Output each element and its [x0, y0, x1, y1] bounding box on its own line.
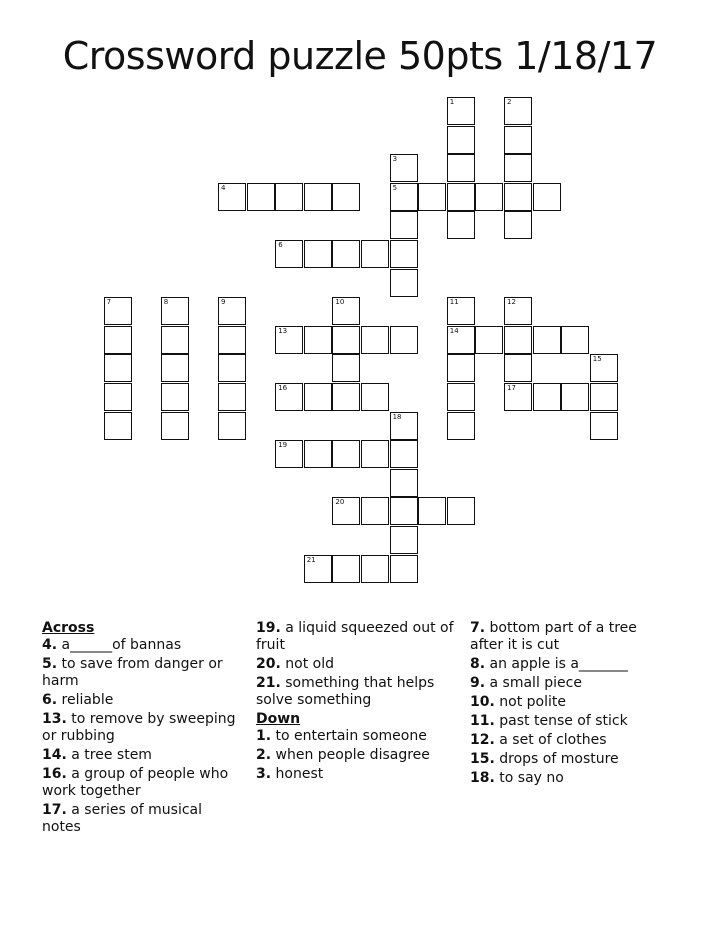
grid-cell[interactable] [218, 354, 246, 382]
grid-cell[interactable] [390, 440, 418, 468]
clue-down-12: 12. a set of clothes [470, 732, 607, 748]
grid-cell-4[interactable] [218, 183, 246, 211]
grid-cell[interactable] [504, 154, 532, 182]
grid-cell[interactable] [218, 412, 246, 440]
grid-cell[interactable] [361, 555, 389, 583]
cell-number: 6 [278, 241, 283, 249]
clue-down-15: 15. drops of mosture [470, 751, 619, 767]
cell-number: 2 [507, 98, 512, 106]
grid-cell[interactable] [361, 497, 389, 525]
grid-cell[interactable] [390, 469, 418, 497]
clue-column-1 [42, 620, 242, 838]
grid-cell-9[interactable] [218, 297, 246, 325]
grid-cell[interactable] [504, 354, 532, 382]
clue-down-7: 7. bottom part of a tree after it is cut [470, 620, 637, 653]
grid-cell-18[interactable] [390, 412, 418, 440]
grid-cell[interactable] [218, 383, 246, 411]
grid-cell[interactable] [533, 183, 561, 211]
grid-cell[interactable] [332, 440, 360, 468]
across-heading: Across [42, 620, 95, 636]
grid-cell[interactable] [332, 326, 360, 354]
clue-across-20: 20. not old [256, 656, 334, 672]
clue-down-9: 9. a small piece [470, 675, 582, 691]
grid-cell[interactable] [418, 497, 446, 525]
grid-cell[interactable] [332, 383, 360, 411]
clue-across-19: 19. a liquid squeezed out of fruit [256, 620, 454, 653]
grid-cell[interactable] [304, 440, 332, 468]
grid-cell-8[interactable] [161, 297, 189, 325]
grid-cell-13[interactable] [275, 326, 303, 354]
grid-cell[interactable] [361, 440, 389, 468]
grid-cell-20[interactable] [332, 497, 360, 525]
grid-cell-11[interactable] [447, 297, 475, 325]
grid-cell[interactable] [247, 183, 275, 211]
grid-cell[interactable] [590, 383, 618, 411]
clue-across-6: 6. reliable [42, 692, 114, 708]
grid-cell[interactable] [390, 526, 418, 554]
cell-number: 9 [221, 298, 226, 307]
grid-cell[interactable] [361, 326, 389, 354]
grid-cell[interactable] [332, 240, 360, 268]
clue-across-13: 13. to remove by sweeping or rubbing [42, 711, 236, 744]
grid-cell[interactable] [161, 383, 189, 411]
grid-cell[interactable] [161, 412, 189, 440]
grid-cell-3[interactable] [390, 154, 418, 182]
cell-number: 21 [306, 555, 316, 564]
grid-cell[interactable] [504, 326, 532, 354]
grid-cell-6[interactable] [275, 240, 303, 268]
cell-number: 10 [335, 298, 345, 307]
grid-cell[interactable] [218, 326, 246, 354]
cell-number: 8 [163, 298, 169, 307]
grid-cell[interactable] [161, 326, 189, 354]
grid-cell-10[interactable] [332, 297, 360, 325]
cell-number: 12 [507, 298, 516, 307]
clue-column-3 [470, 620, 670, 789]
clue-down-1: 1. to entertain someone [256, 728, 427, 744]
grid-cell-21[interactable] [304, 555, 332, 583]
grid-cell[interactable] [104, 354, 132, 382]
clue-down-8: 8. an apple is a_______ [470, 656, 628, 672]
cell-number: 4 [221, 183, 226, 192]
grid-cell-14[interactable] [447, 326, 475, 354]
grid-cell-5[interactable] [390, 183, 418, 211]
grid-cell[interactable] [361, 383, 389, 411]
grid-cell[interactable] [275, 183, 303, 211]
grid-cell-7[interactable] [104, 297, 132, 325]
grid-cell-2[interactable] [504, 97, 532, 125]
cell-number: 13 [278, 326, 288, 335]
clue-down-11: 11. past tense of stick [470, 713, 628, 729]
grid-cell[interactable] [304, 383, 332, 411]
grid-cell[interactable] [104, 412, 132, 440]
cell-number: 1 [449, 98, 455, 106]
grid-cell[interactable] [447, 497, 475, 525]
grid-cell[interactable] [447, 412, 475, 440]
grid-cell[interactable] [504, 211, 532, 239]
cell-number: 7 [106, 298, 112, 307]
page-title: Crossword puzzle 50pts 1/18/17 [62, 34, 658, 78]
grid-cell[interactable] [533, 326, 561, 354]
clue-down-3: 3. honest [256, 766, 324, 782]
grid-cell[interactable] [332, 555, 360, 583]
grid-cell-16[interactable] [275, 383, 303, 411]
clue-column-2 [256, 620, 461, 785]
cell-number: 5 [392, 183, 398, 192]
grid-cell[interactable] [504, 126, 532, 154]
clue-down-18: 18. to say no [470, 770, 564, 786]
grid-cell[interactable] [390, 240, 418, 268]
grid-cell[interactable] [533, 383, 561, 411]
grid-cell[interactable] [104, 383, 132, 411]
grid-cell[interactable] [304, 183, 332, 211]
cell-number: 16 [278, 384, 288, 392]
clue-across-4: 4. a______of bannas [42, 637, 182, 653]
grid-cell[interactable] [447, 154, 475, 182]
grid-cell[interactable] [332, 183, 360, 211]
grid-cell[interactable] [390, 269, 418, 297]
grid-cell[interactable] [447, 183, 475, 211]
grid-cell-19[interactable] [275, 440, 303, 468]
grid-cell[interactable] [447, 211, 475, 239]
grid-cell[interactable] [390, 555, 418, 583]
grid-cell[interactable] [475, 326, 503, 354]
grid-cell[interactable] [104, 326, 132, 354]
grid-cell-17[interactable] [504, 383, 532, 411]
grid-cell[interactable] [590, 412, 618, 440]
grid-cell[interactable] [447, 383, 475, 411]
cell-number: 18 [392, 412, 402, 421]
cell-number: 17 [507, 384, 516, 392]
cell-number: 14 [449, 326, 459, 335]
grid-cell[interactable] [475, 183, 503, 211]
clue-across-21: 21. something that helps solve something [256, 675, 435, 708]
grid-cell[interactable] [390, 497, 418, 525]
clue-across-17: 17. a series of musical notes [42, 802, 203, 835]
grid-cell-1[interactable] [447, 97, 475, 125]
clue-down-10: 10. not polite [470, 694, 566, 710]
grid-cell-15[interactable] [590, 354, 618, 382]
grid-cell[interactable] [161, 354, 189, 382]
grid-cell[interactable] [332, 354, 360, 382]
grid-cell[interactable] [304, 326, 332, 354]
grid-cell[interactable] [304, 240, 332, 268]
grid-cell[interactable] [561, 383, 589, 411]
cell-number: 20 [335, 498, 345, 507]
grid-cell[interactable] [447, 126, 475, 154]
grid-cell[interactable] [447, 354, 475, 382]
clue-across-16: 16. a group of people who work together [42, 766, 229, 799]
grid-cell[interactable] [504, 183, 532, 211]
cell-number: 3 [392, 155, 398, 164]
grid-cell[interactable] [418, 183, 446, 211]
grid-cell-12[interactable] [504, 297, 532, 325]
cell-number: 15 [592, 355, 602, 364]
grid-cell[interactable] [361, 240, 389, 268]
clue-across-5: 5. to save from danger or harm [42, 656, 223, 689]
grid-cell[interactable] [390, 211, 418, 239]
down-heading: Down [256, 711, 301, 727]
cell-number: 11 [449, 298, 459, 307]
clue-down-2: 2. when people disagree [256, 747, 430, 763]
clue-across-14: 14. a tree stem [42, 747, 152, 763]
grid-cell[interactable] [561, 326, 589, 354]
grid-cell[interactable] [390, 326, 418, 354]
cell-number: 19 [278, 441, 288, 450]
